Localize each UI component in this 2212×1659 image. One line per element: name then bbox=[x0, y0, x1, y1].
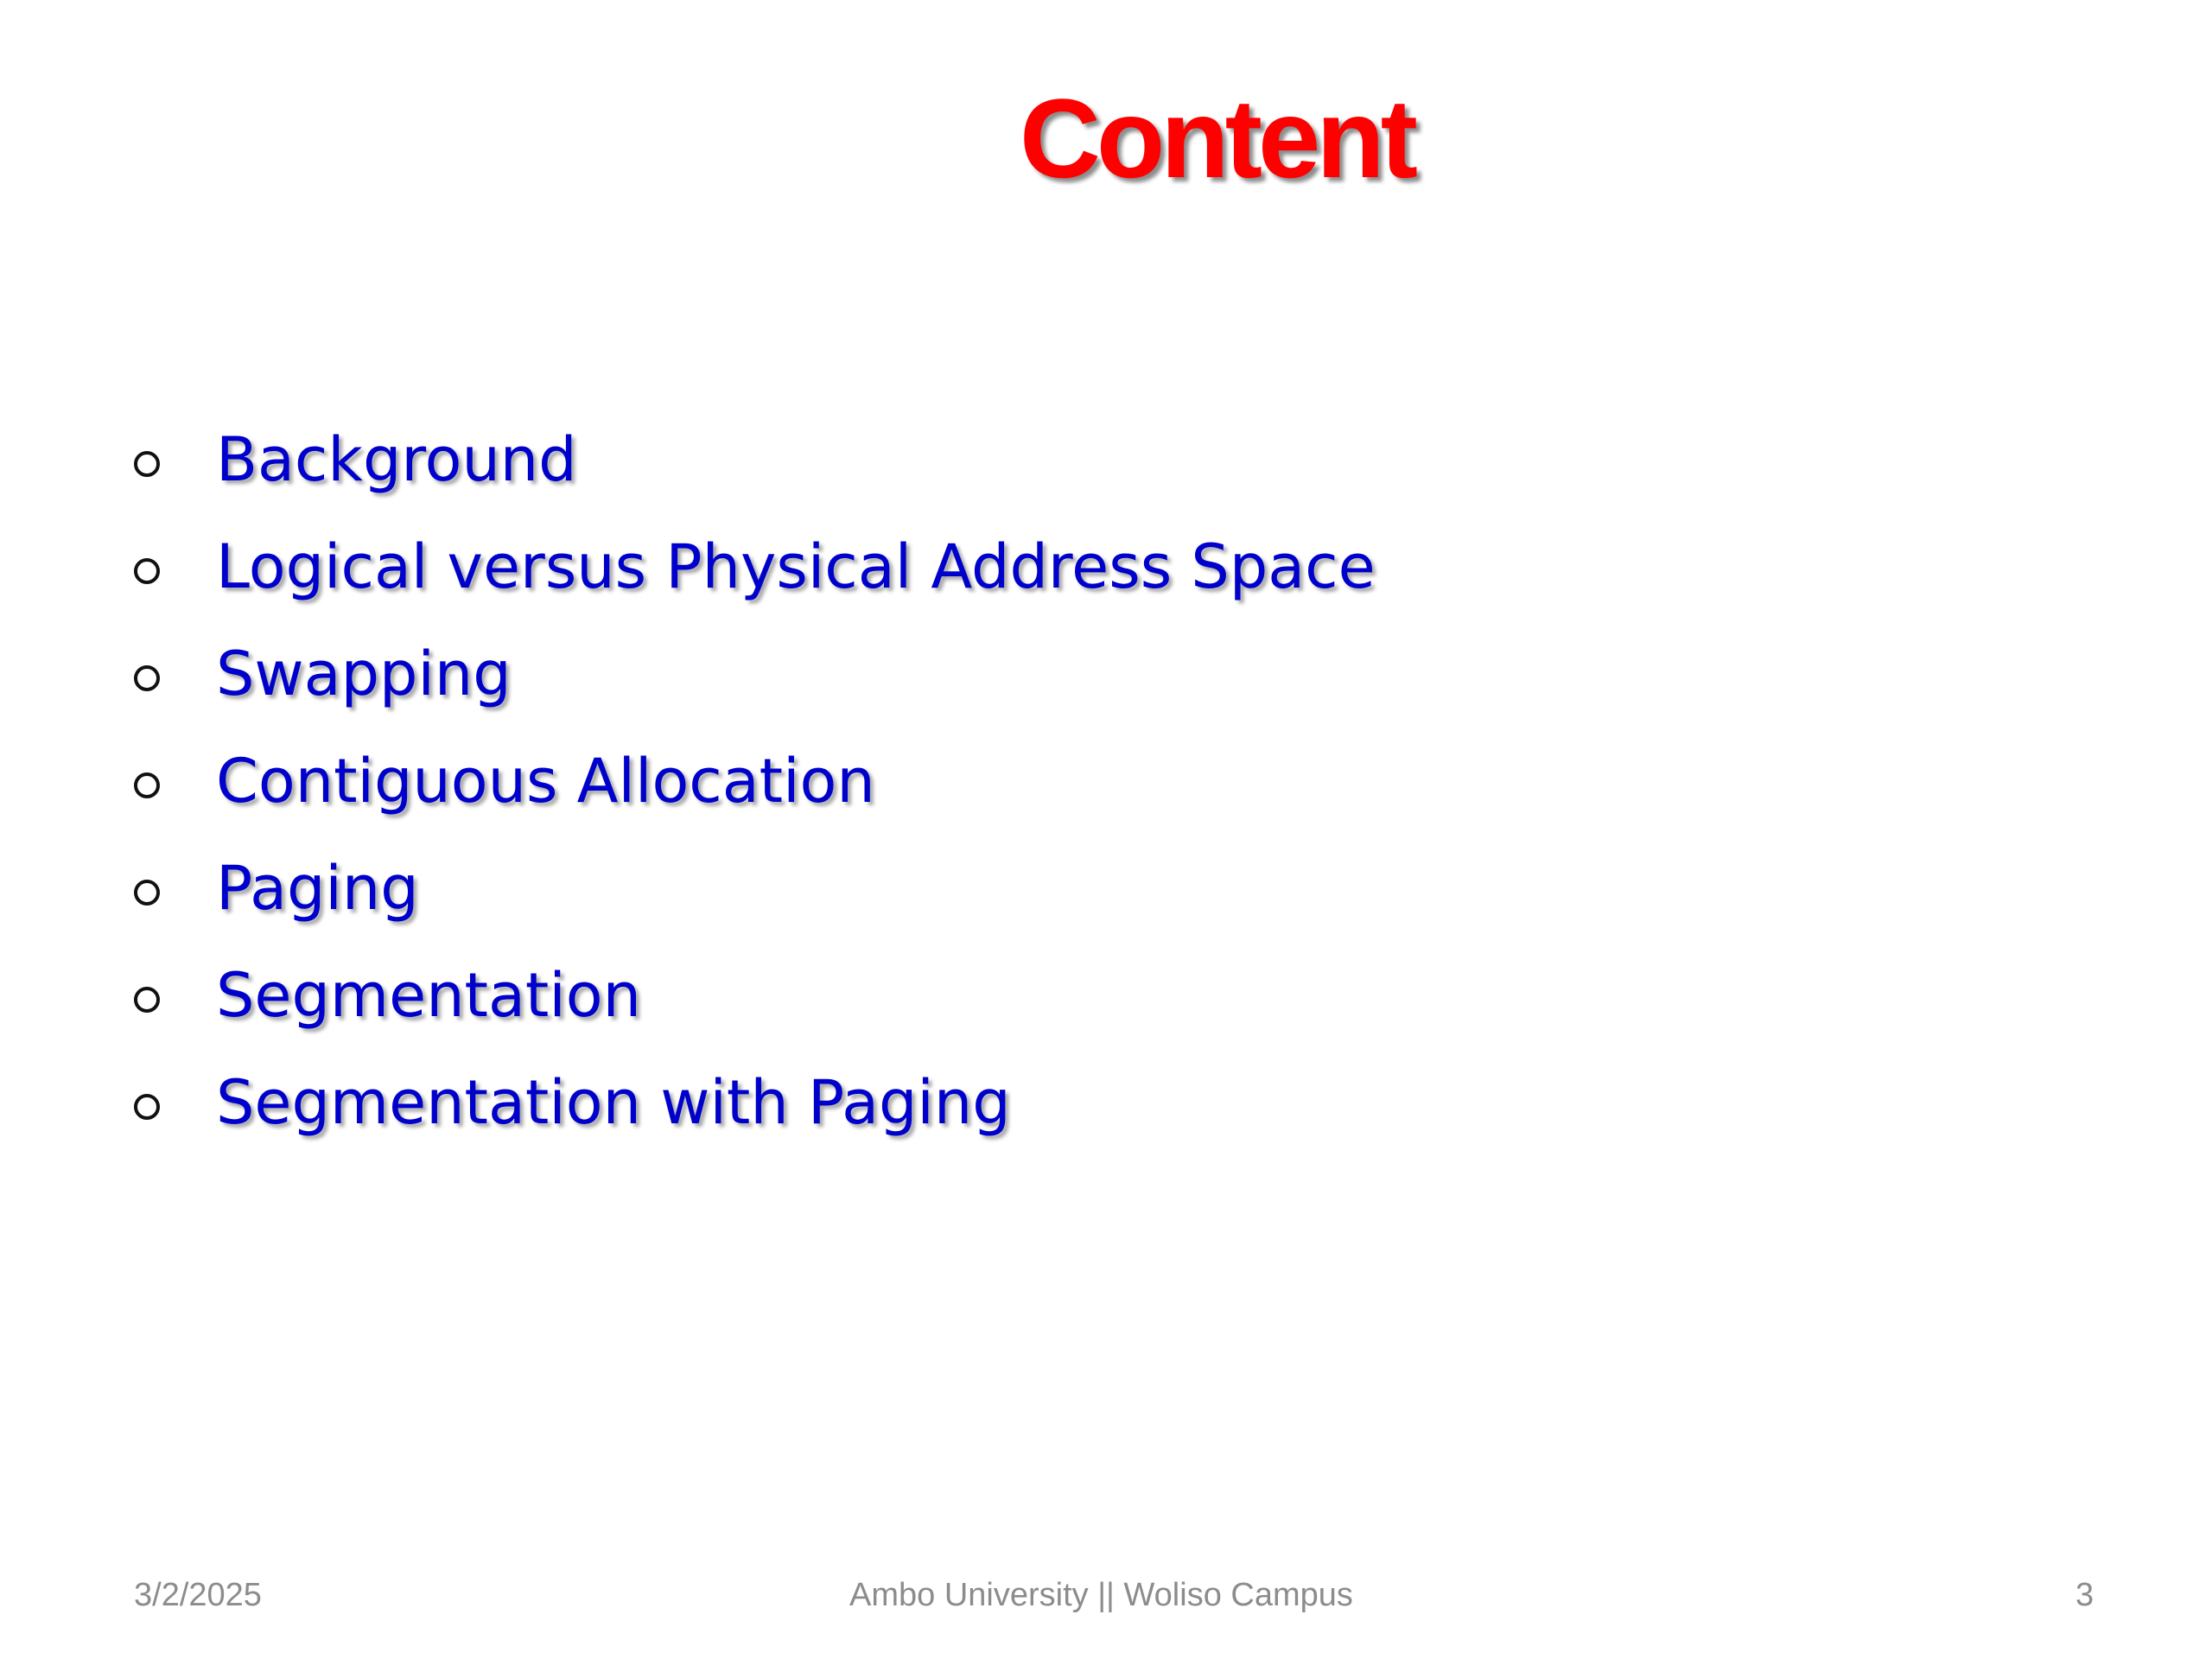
list-item-label: Contiguous Allocation bbox=[216, 746, 875, 817]
slide-number: 3 bbox=[2075, 1577, 2094, 1613]
bullet-icon bbox=[134, 871, 216, 906]
list-item bbox=[134, 728, 1376, 835]
bullet-icon bbox=[134, 657, 216, 691]
bullet-icon bbox=[134, 550, 216, 584]
bullet-icon bbox=[134, 764, 216, 798]
list-item-label: Segmentation bbox=[216, 960, 641, 1031]
list-item-label: Background bbox=[216, 424, 577, 495]
footer-date: 3/2/2025 bbox=[134, 1577, 262, 1613]
list-item bbox=[134, 513, 1376, 620]
list-item-label: Segmentation with Paging bbox=[216, 1067, 1011, 1138]
slide-title: Content bbox=[1020, 75, 1414, 201]
list-item bbox=[134, 835, 1376, 942]
list-item bbox=[134, 620, 1376, 728]
footer-institution: Ambo University || Woliso Campus bbox=[849, 1577, 1353, 1613]
list-item-label: Paging bbox=[216, 853, 419, 924]
bullet-icon bbox=[134, 978, 216, 1013]
list-item-label: Swapping bbox=[216, 639, 512, 709]
list-item bbox=[134, 406, 1376, 513]
list-item-label: Logical versus Physical Address Space bbox=[216, 531, 1376, 602]
content-list bbox=[134, 406, 1376, 1156]
bullet-icon bbox=[134, 1085, 216, 1120]
list-item bbox=[134, 942, 1376, 1049]
list-item bbox=[134, 1049, 1376, 1156]
bullet-icon bbox=[134, 442, 216, 477]
